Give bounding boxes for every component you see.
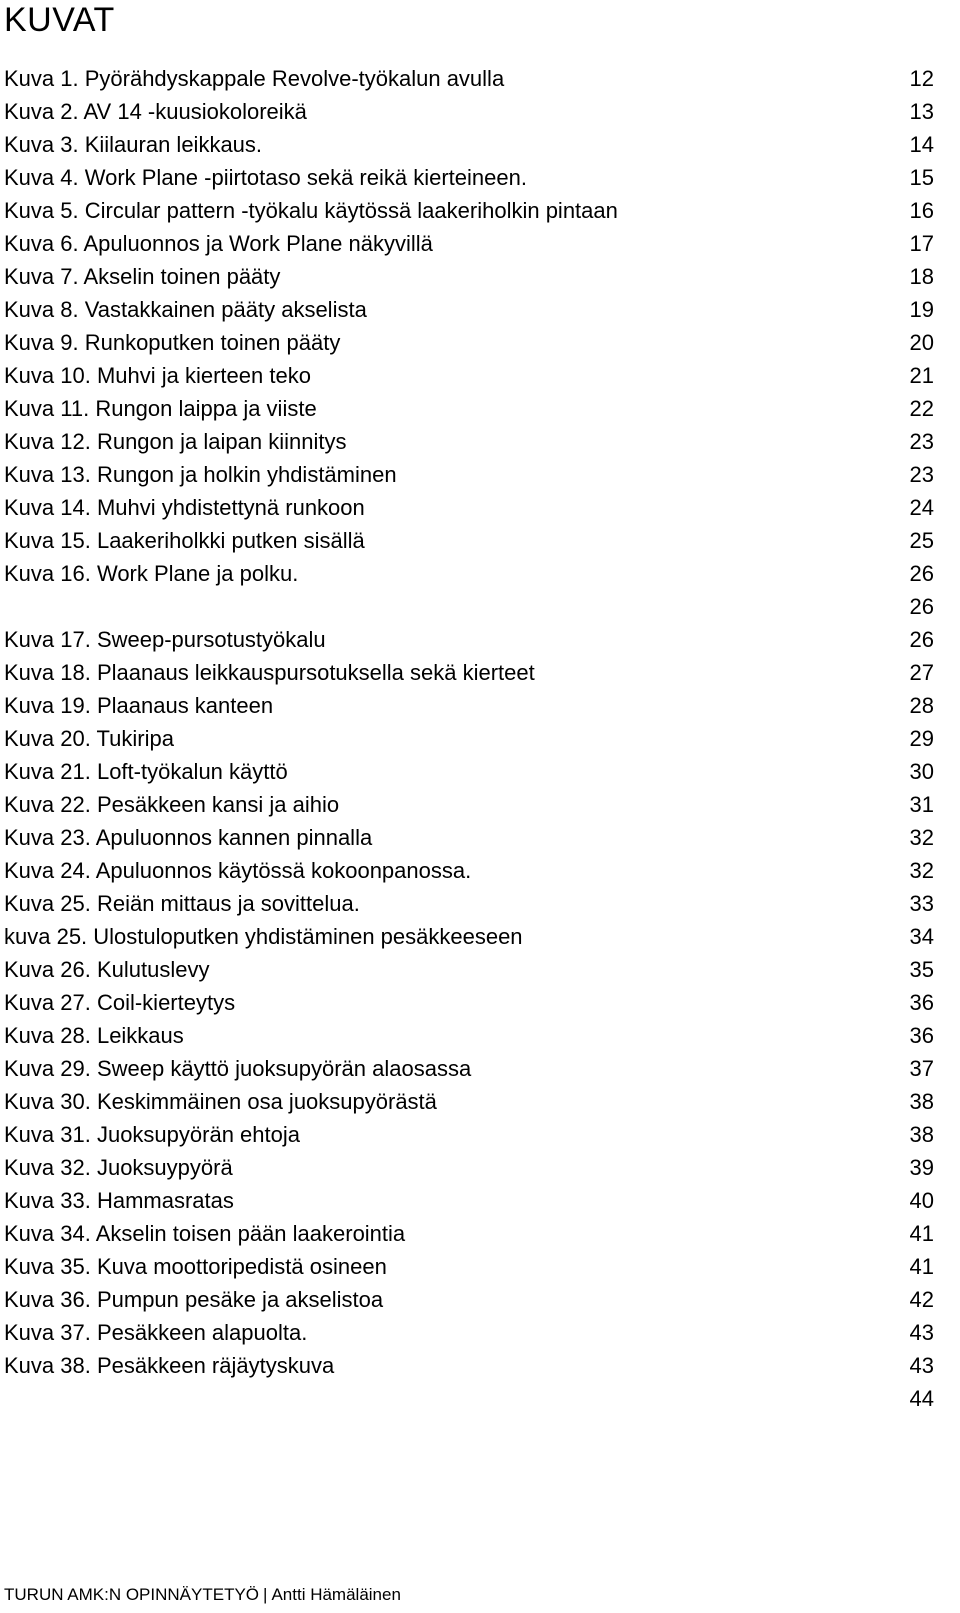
entry-title: Kuva 10. Muhvi ja kierteen teko (4, 363, 311, 388)
entry-page-number: 20 (909, 330, 934, 355)
entry-page-number: 23 (909, 429, 934, 454)
figure-list-entry (4, 1019, 934, 1052)
figure-list-entry (4, 524, 934, 557)
entry-page-number: 37 (909, 1056, 934, 1081)
entry-page-number: 21 (909, 363, 934, 388)
figure-list-entry (4, 788, 934, 821)
entry-title: Kuva 24. Apuluonnos käytössä kokoonpanossa. (4, 858, 472, 883)
figure-list-entry (4, 194, 934, 227)
entry-title: Kuva 2. AV 14 -kuusiokoloreikä (4, 99, 307, 124)
entry-page-number: 15 (909, 165, 934, 190)
footer-author: Antti Hämäläinen (271, 1585, 401, 1604)
entry-title: Kuva 30. Keskimmäinen osa juoksupyörästä (4, 1089, 437, 1114)
page-footer (4, 1584, 401, 1606)
figure-list-entry (4, 491, 934, 524)
entry-title: Kuva 16. Work Plane ja polku. (4, 561, 299, 586)
entry-page-number: 14 (909, 132, 934, 157)
figure-list-entry (4, 227, 934, 260)
entry-title: Kuva 26. Kulutuslevy (4, 957, 210, 982)
footer-institution: TURUN AMK:N OPINNÄYTETYÖ (4, 1585, 260, 1604)
entry-title: Kuva 11. Rungon laippa ja viiste (4, 396, 317, 421)
figure-list-entry (4, 656, 934, 689)
entry-title: Kuva 31. Juoksupyörän ehtoja (4, 1122, 300, 1147)
entry-page-number: 35 (909, 957, 934, 982)
figure-list-entry (4, 1184, 934, 1217)
entry-page-number: 23 (909, 462, 934, 487)
figure-list-entry (4, 755, 934, 788)
entry-title: Kuva 37. Pesäkkeen alapuolta. (4, 1320, 308, 1345)
entry-title: Kuva 38. Pesäkkeen räjäytyskuva (4, 1353, 335, 1378)
entry-title: Kuva 14. Muhvi yhdistettynä runkoon (4, 495, 365, 520)
entry-page-number: 31 (909, 792, 934, 817)
entry-title: Kuva 12. Rungon ja laipan kiinnitys (4, 429, 347, 454)
entry-page-number: 28 (909, 693, 934, 718)
entry-page-number: 19 (909, 297, 934, 322)
entry-page-number: 22 (909, 396, 934, 421)
entry-title: Kuva 25. Reiän mittaus ja sovittelua. (4, 891, 360, 916)
entry-title: Kuva 15. Laakeriholkki putken sisällä (4, 528, 365, 553)
figure-list-entry (4, 887, 934, 920)
entry-title: Kuva 9. Runkoputken toinen pääty (4, 330, 341, 355)
figure-list-entry (4, 1118, 934, 1151)
entry-page-number: 39 (909, 1155, 934, 1180)
entry-title: Kuva 17. Sweep-pursotustyökalu (4, 627, 326, 652)
figure-list-entry (4, 623, 934, 656)
figure-list-entry (4, 359, 934, 392)
figure-list-entry (4, 1217, 934, 1250)
figure-list-entry (4, 128, 934, 161)
figure-list-entry (4, 1085, 934, 1118)
entry-page-number: 34 (909, 924, 934, 949)
entry-page-number: 18 (909, 264, 934, 289)
figure-list-entry (4, 1151, 934, 1184)
entry-page-number: 36 (909, 1023, 934, 1048)
entry-page-number: 29 (909, 726, 934, 751)
entry-title: Kuva 36. Pumpun pesäke ja akselistoa (4, 1287, 384, 1312)
figure-list-entry (4, 821, 934, 854)
entry-title: Kuva 8. Vastakkainen pääty akselista (4, 297, 367, 322)
figure-list-entry (4, 1316, 934, 1349)
entry-page-number: 13 (909, 99, 934, 124)
entry-page-number: 32 (909, 858, 934, 883)
entry-page-number: 42 (909, 1287, 934, 1312)
entry-page-number: 32 (909, 825, 934, 850)
figure-list-entry (4, 590, 934, 623)
entry-page-number: 12 (909, 66, 934, 91)
entry-title: Kuva 4. Work Plane -piirtotaso sekä reikä kierteineen. (4, 165, 527, 190)
entry-page-number: 26 (909, 561, 934, 586)
figure-list-entry (4, 392, 934, 425)
figure-list-entry (4, 557, 934, 590)
entry-title: Kuva 28. Leikkaus (4, 1023, 184, 1048)
figure-list-entry (4, 986, 934, 1019)
entry-page-number: 26 (909, 627, 934, 652)
figure-list-entry (4, 920, 934, 953)
entry-page-number: 38 (909, 1089, 934, 1114)
figure-list (4, 62, 934, 1415)
entry-title: Kuva 21. Loft-työkalun käyttö (4, 759, 288, 784)
figure-list-entry (4, 1283, 934, 1316)
figure-list-entry (4, 689, 934, 722)
entry-title: Kuva 5. Circular pattern -työkalu käytössä laakeriholkin pintaan (4, 198, 618, 223)
entry-title: Kuva 34. Akselin toisen pään laakerointia (4, 1221, 406, 1246)
entry-page-number: 44 (909, 1386, 934, 1411)
figure-list-entry (4, 62, 934, 95)
entry-title: Kuva 20. Tukiripa (4, 726, 174, 751)
entry-page-number: 26 (909, 594, 934, 619)
entry-page-number: 41 (909, 1221, 934, 1246)
entry-title: Kuva 29. Sweep käyttö juoksupyörän alaosassa (4, 1056, 472, 1081)
page-title: KUVAT (4, 1, 115, 39)
figure-list-entry (4, 326, 934, 359)
footer-separator: | (263, 1585, 268, 1604)
entry-page-number: 30 (909, 759, 934, 784)
entry-page-number: 25 (909, 528, 934, 553)
figure-list-entry (4, 953, 934, 986)
figure-list-entry (4, 1349, 934, 1382)
entry-title: kuva 25. Ulostuloputken yhdistäminen pesäkkeeseen (4, 924, 523, 949)
entry-title: Kuva 33. Hammasratas (4, 1188, 234, 1213)
entry-title: Kuva 22. Pesäkkeen kansi ja aihio (4, 792, 340, 817)
entry-title: Kuva 19. Plaanaus kanteen (4, 693, 274, 718)
entry-title: Kuva 27. Coil-kierteytys (4, 990, 236, 1015)
figure-list-entry (4, 458, 934, 491)
figure-list-entry (4, 95, 934, 128)
figure-list-entry (4, 161, 934, 194)
entry-page-number: 43 (909, 1353, 934, 1378)
entry-page-number: 17 (909, 231, 934, 256)
entry-page-number: 41 (909, 1254, 934, 1279)
entry-page-number: 33 (909, 891, 934, 916)
entry-page-number: 16 (909, 198, 934, 223)
figure-list-entry (4, 1052, 934, 1085)
figure-list-entry (4, 1250, 934, 1283)
figure-list-entry (4, 722, 934, 755)
entry-page-number: 38 (909, 1122, 934, 1147)
figure-list-entry (4, 260, 934, 293)
entry-title: Kuva 23. Apuluonnos kannen pinnalla (4, 825, 373, 850)
entry-title: Kuva 35. Kuva moottoripedistä osineen (4, 1254, 387, 1279)
entry-page-number: 27 (909, 660, 934, 685)
entry-title: Kuva 18. Plaanaus leikkauspursotuksella sekä kierteet (4, 660, 535, 685)
entry-page-number: 43 (909, 1320, 934, 1345)
entry-title: Kuva 6. Apuluonnos ja Work Plane näkyvillä (4, 231, 433, 256)
figure-list-entry (4, 425, 934, 458)
entry-title: Kuva 1. Pyörähdyskappale Revolve-työkalun avulla (4, 66, 505, 91)
figure-list-entry (4, 854, 934, 887)
entry-title: Kuva 32. Juoksuypyörä (4, 1155, 233, 1180)
entry-page-number: 36 (909, 990, 934, 1015)
entry-title: Kuva 13. Rungon ja holkin yhdistäminen (4, 462, 397, 487)
entry-title: Kuva 7. Akselin toinen pääty (4, 264, 281, 289)
entry-page-number: 40 (909, 1188, 934, 1213)
figure-list-entry (4, 1382, 934, 1415)
figure-list-entry (4, 293, 934, 326)
entry-title: Kuva 3. Kiilauran leikkaus. (4, 132, 263, 157)
entry-page-number: 24 (909, 495, 934, 520)
